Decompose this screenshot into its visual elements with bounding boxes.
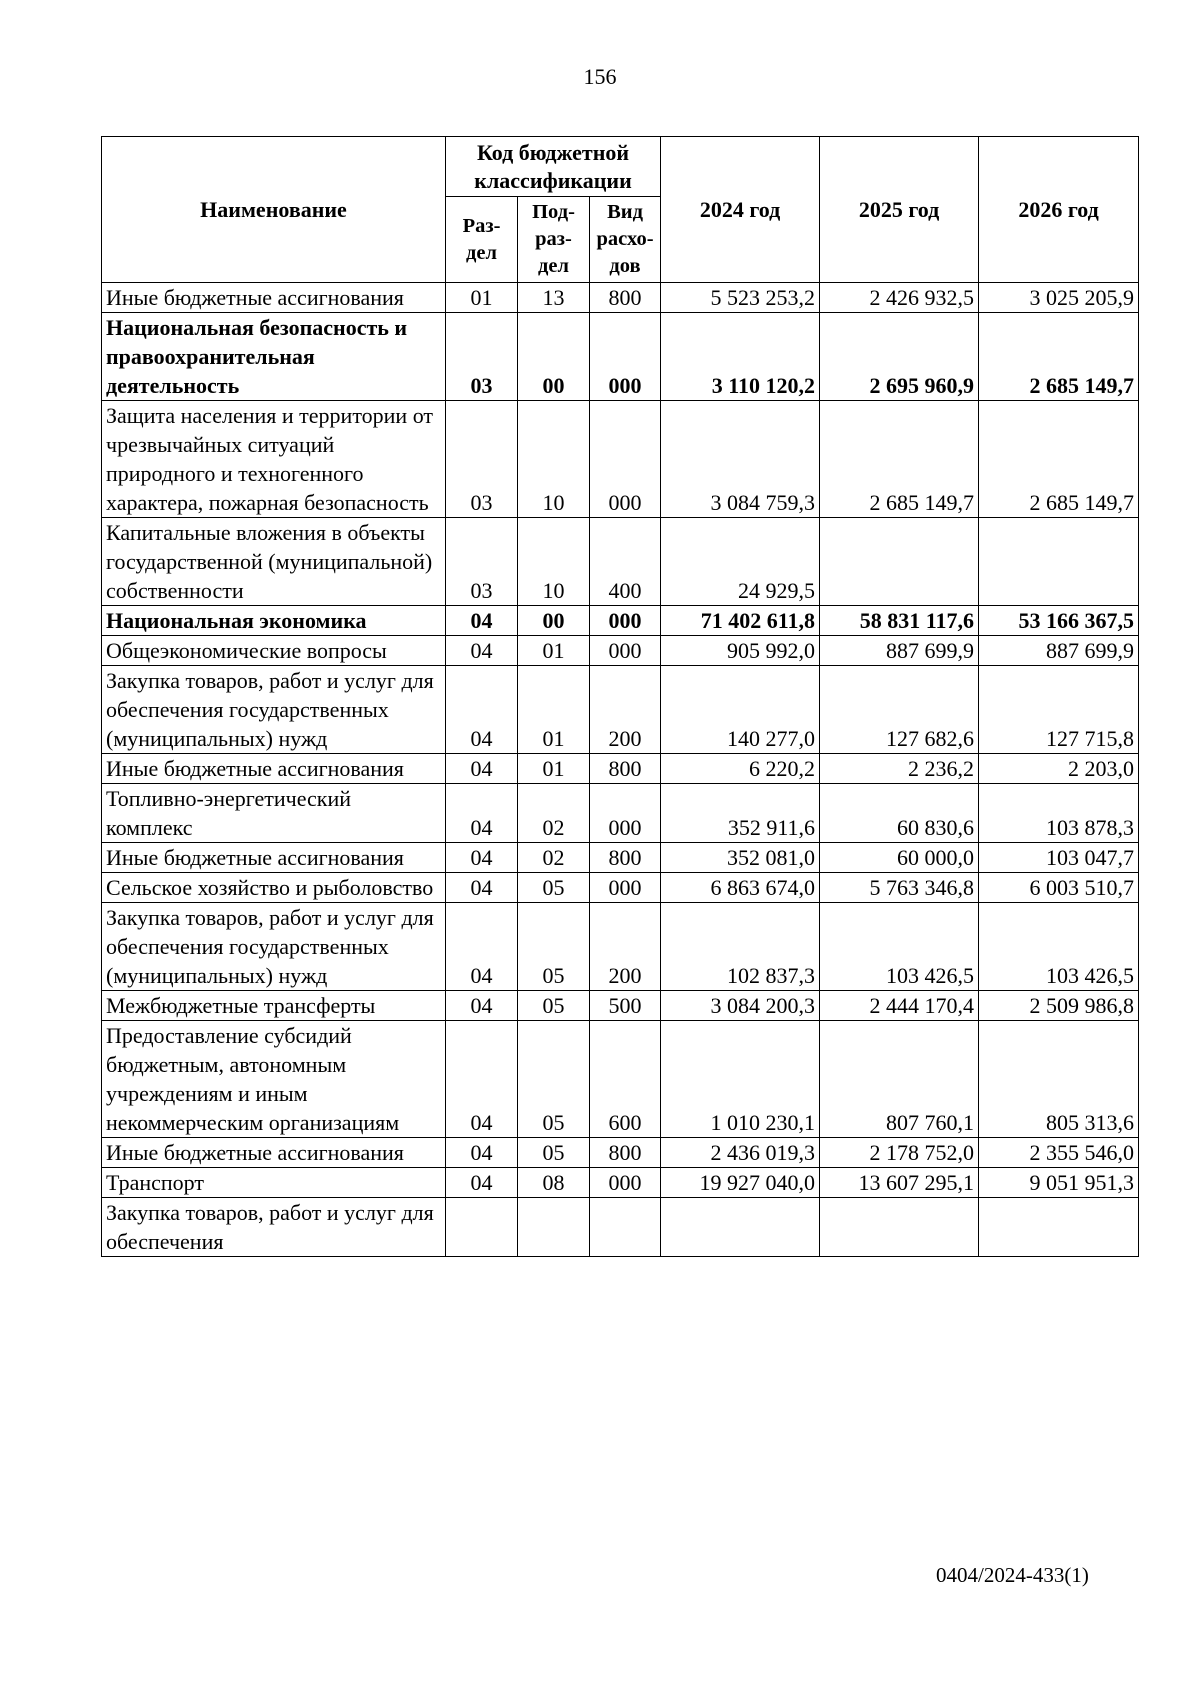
row-name-cell: Предоставление субсидий бюджетным, автономным учреждениям и иным некоммерческим организациям <box>102 1021 446 1138</box>
row-2025-cell: 127 682,6 <box>820 666 979 754</box>
row-2024-cell: 352 911,6 <box>661 784 820 843</box>
row-razdel-cell: 04 <box>446 606 518 636</box>
row-2024-cell: 3 084 200,3 <box>661 991 820 1021</box>
row-2026-cell: 103 426,5 <box>979 903 1139 991</box>
row-2026-cell: 103 878,3 <box>979 784 1139 843</box>
row-2024-cell: 3 110 120,2 <box>661 313 820 401</box>
row-vid-cell: 000 <box>590 313 661 401</box>
row-2026-cell: 2 685 149,7 <box>979 313 1139 401</box>
row-razdel-cell: 04 <box>446 754 518 784</box>
table-row <box>102 518 1139 606</box>
row-2024-cell: 6 220,2 <box>661 754 820 784</box>
table-row <box>102 283 1139 313</box>
row-podrazdel-cell: 01 <box>518 636 590 666</box>
row-razdel-cell: 04 <box>446 784 518 843</box>
row-podrazdel-cell: 00 <box>518 606 590 636</box>
row-vid-cell: 000 <box>590 873 661 903</box>
row-2026-cell: 805 313,6 <box>979 1021 1139 1138</box>
table-row <box>102 666 1139 754</box>
row-2026-cell: 887 699,9 <box>979 636 1139 666</box>
row-2025-cell: 60 000,0 <box>820 843 979 873</box>
row-2024-cell: 71 402 611,8 <box>661 606 820 636</box>
row-vid-cell: 500 <box>590 991 661 1021</box>
row-2024-cell: 102 837,3 <box>661 903 820 991</box>
row-podrazdel-cell: 02 <box>518 843 590 873</box>
row-2024-cell: 352 081,0 <box>661 843 820 873</box>
row-razdel-cell: 04 <box>446 1138 518 1168</box>
row-name-cell: Закупка товаров, работ и услуг для обеспечения <box>102 1198 446 1257</box>
row-podrazdel-cell <box>518 1198 590 1257</box>
row-vid-cell: 800 <box>590 843 661 873</box>
row-name-cell: Национальная экономика <box>102 606 446 636</box>
header-name: Наименование <box>102 137 446 283</box>
row-name-cell: Закупка товаров, работ и услуг для обеспечения государственных (муниципальных) нужд <box>102 903 446 991</box>
row-razdel-cell: 03 <box>446 313 518 401</box>
table-row <box>102 754 1139 784</box>
table-row <box>102 606 1139 636</box>
row-2026-cell: 127 715,8 <box>979 666 1139 754</box>
row-vid-cell: 000 <box>590 636 661 666</box>
row-podrazdel-cell: 05 <box>518 873 590 903</box>
row-2024-cell <box>661 1198 820 1257</box>
header-podrazdel: Под-раз-дел <box>518 197 590 283</box>
table-header <box>102 137 1139 283</box>
row-2025-cell: 2 685 149,7 <box>820 401 979 518</box>
row-2025-cell: 103 426,5 <box>820 903 979 991</box>
header-2026: 2026 год <box>979 137 1139 283</box>
row-2026-cell: 2 203,0 <box>979 754 1139 784</box>
row-name-cell: Транспорт <box>102 1168 446 1198</box>
header-2024: 2024 год <box>661 137 820 283</box>
row-razdel-cell: 03 <box>446 401 518 518</box>
row-name-cell: Иные бюджетные ассигнования <box>102 843 446 873</box>
row-2025-cell: 5 763 346,8 <box>820 873 979 903</box>
row-2025-cell: 2 444 170,4 <box>820 991 979 1021</box>
row-razdel-cell: 03 <box>446 518 518 606</box>
row-2024-cell: 905 992,0 <box>661 636 820 666</box>
row-2024-cell: 2 436 019,3 <box>661 1138 820 1168</box>
row-vid-cell: 200 <box>590 903 661 991</box>
row-2026-cell: 2 355 546,0 <box>979 1138 1139 1168</box>
row-2026-cell: 3 025 205,9 <box>979 283 1139 313</box>
row-name-cell: Общеэкономические вопросы <box>102 636 446 666</box>
row-vid-cell: 400 <box>590 518 661 606</box>
row-razdel-cell: 04 <box>446 1168 518 1198</box>
row-name-cell: Иные бюджетные ассигнования <box>102 1138 446 1168</box>
header-razdel: Раз-дел <box>446 197 518 283</box>
row-2026-cell: 103 047,7 <box>979 843 1139 873</box>
row-vid-cell: 000 <box>590 1168 661 1198</box>
row-podrazdel-cell: 08 <box>518 1168 590 1198</box>
budget-table <box>101 136 1139 1257</box>
row-2026-cell <box>979 1198 1139 1257</box>
row-2024-cell: 1 010 230,1 <box>661 1021 820 1138</box>
row-2026-cell: 9 051 951,3 <box>979 1168 1139 1198</box>
row-podrazdel-cell: 01 <box>518 754 590 784</box>
page-number: 156 <box>583 64 617 89</box>
row-2024-cell: 6 863 674,0 <box>661 873 820 903</box>
table-row <box>102 1168 1139 1198</box>
row-2024-cell: 5 523 253,2 <box>661 283 820 313</box>
table-row <box>102 903 1139 991</box>
row-vid-cell: 800 <box>590 1138 661 1168</box>
row-razdel-cell: 04 <box>446 843 518 873</box>
row-2025-cell: 60 830,6 <box>820 784 979 843</box>
table-row <box>102 1138 1139 1168</box>
table-row <box>102 991 1139 1021</box>
row-podrazdel-cell: 05 <box>518 903 590 991</box>
row-razdel-cell: 04 <box>446 666 518 754</box>
row-name-cell: Закупка товаров, работ и услуг для обеспечения государственных (муниципальных) нужд <box>102 666 446 754</box>
row-2025-cell: 887 699,9 <box>820 636 979 666</box>
row-razdel-cell: 04 <box>446 636 518 666</box>
row-razdel-cell: 04 <box>446 873 518 903</box>
row-name-cell: Межбюджетные трансферты <box>102 991 446 1021</box>
header-code-group: Код бюджетной классификации <box>446 137 661 197</box>
row-podrazdel-cell: 02 <box>518 784 590 843</box>
row-name-cell: Иные бюджетные ассигнования <box>102 283 446 313</box>
row-razdel-cell <box>446 1198 518 1257</box>
row-2026-cell: 53 166 367,5 <box>979 606 1139 636</box>
row-podrazdel-cell: 05 <box>518 1021 590 1138</box>
row-podrazdel-cell: 00 <box>518 313 590 401</box>
row-2024-cell: 140 277,0 <box>661 666 820 754</box>
table-row <box>102 843 1139 873</box>
row-podrazdel-cell: 13 <box>518 283 590 313</box>
table-row <box>102 1021 1139 1138</box>
document-code: 0404/2024-433(1) <box>936 1563 1089 1587</box>
row-2025-cell: 2 426 932,5 <box>820 283 979 313</box>
row-vid-cell: 600 <box>590 1021 661 1138</box>
row-2024-cell: 3 084 759,3 <box>661 401 820 518</box>
row-2025-cell: 807 760,1 <box>820 1021 979 1138</box>
row-2026-cell: 6 003 510,7 <box>979 873 1139 903</box>
row-razdel-cell: 04 <box>446 903 518 991</box>
row-podrazdel-cell: 10 <box>518 518 590 606</box>
row-2025-cell <box>820 518 979 606</box>
row-vid-cell: 200 <box>590 666 661 754</box>
row-2025-cell: 2 695 960,9 <box>820 313 979 401</box>
row-razdel-cell: 04 <box>446 991 518 1021</box>
row-vid-cell: 000 <box>590 401 661 518</box>
row-name-cell: Защита населения и территории от чрезвычайных ситуаций природного и техногенного характера, пожарная безопасность <box>102 401 446 518</box>
table-row <box>102 401 1139 518</box>
header-vid: Вид расхо-дов <box>590 197 661 283</box>
row-vid-cell: 000 <box>590 784 661 843</box>
row-podrazdel-cell: 10 <box>518 401 590 518</box>
row-vid-cell: 000 <box>590 606 661 636</box>
table-row <box>102 1198 1139 1257</box>
row-2026-cell: 2 685 149,7 <box>979 401 1139 518</box>
row-podrazdel-cell: 05 <box>518 1138 590 1168</box>
row-2026-cell: 2 509 986,8 <box>979 991 1139 1021</box>
row-2025-cell: 58 831 117,6 <box>820 606 979 636</box>
row-2025-cell: 2 178 752,0 <box>820 1138 979 1168</box>
table-row <box>102 873 1139 903</box>
row-2026-cell <box>979 518 1139 606</box>
row-razdel-cell: 01 <box>446 283 518 313</box>
row-name-cell: Иные бюджетные ассигнования <box>102 754 446 784</box>
row-2024-cell: 24 929,5 <box>661 518 820 606</box>
row-2024-cell: 19 927 040,0 <box>661 1168 820 1198</box>
table-row <box>102 784 1139 843</box>
row-vid-cell <box>590 1198 661 1257</box>
row-podrazdel-cell: 05 <box>518 991 590 1021</box>
table-body <box>102 283 1139 1257</box>
row-podrazdel-cell: 01 <box>518 666 590 754</box>
row-name-cell: Капитальные вложения в объекты государственной (муниципальной) собственности <box>102 518 446 606</box>
row-name-cell: Национальная безопасность и правоохранительная деятельность <box>102 313 446 401</box>
table-row <box>102 313 1139 401</box>
table-row <box>102 636 1139 666</box>
row-vid-cell: 800 <box>590 283 661 313</box>
row-2025-cell: 13 607 295,1 <box>820 1168 979 1198</box>
row-name-cell: Сельское хозяйство и рыболовство <box>102 873 446 903</box>
row-2025-cell: 2 236,2 <box>820 754 979 784</box>
row-razdel-cell: 04 <box>446 1021 518 1138</box>
header-2025: 2025 год <box>820 137 979 283</box>
row-2025-cell <box>820 1198 979 1257</box>
row-vid-cell: 800 <box>590 754 661 784</box>
row-name-cell: Топливно-энергетический комплекс <box>102 784 446 843</box>
